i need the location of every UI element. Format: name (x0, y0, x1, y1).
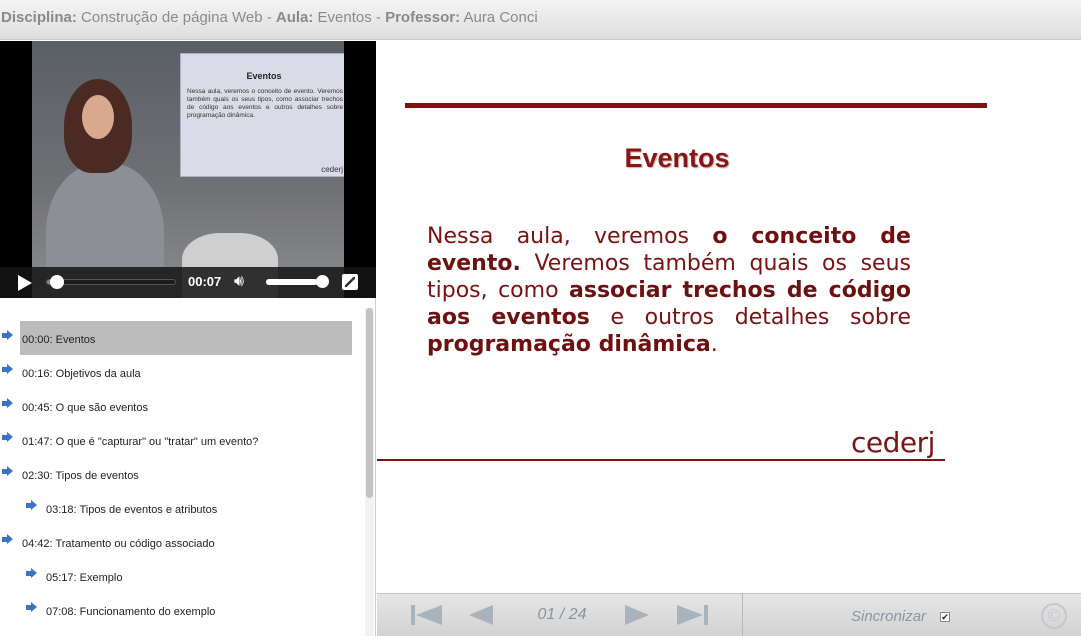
slide-body-bold: associar trechos de código aos eventos (427, 278, 911, 330)
slide-bottom-rule (377, 459, 945, 461)
sync-checkbox[interactable]: ✔ (941, 612, 949, 622)
volume-icon[interactable]: 🔊︎ (234, 273, 245, 290)
page-counter: 01 / 24 (537, 606, 587, 623)
chapter-item[interactable] (0, 321, 352, 355)
chapter-label: 05:17: Exemplo (46, 572, 123, 584)
slide-body-run: Veremos também quais os seus tipos, como (427, 251, 911, 303)
chapter-label: 03:18: Tipos de eventos e atributos (46, 504, 218, 516)
slide-body-text (427, 223, 911, 358)
chapter-item[interactable] (24, 491, 352, 525)
current-time: 00:07 (188, 274, 222, 289)
professor-label: Professor: (385, 9, 461, 26)
slide-body-bold: programação dinâmica (427, 332, 711, 357)
volume-handle[interactable] (316, 275, 329, 288)
fullscreen-icon[interactable] (342, 274, 358, 290)
last-slide-button[interactable] (677, 605, 709, 625)
slide-title-text: Eventos (624, 143, 730, 173)
cederj-logo: cederj (851, 426, 935, 459)
disciplina-value: Construção de página Web - (81, 9, 272, 26)
chapter-item[interactable] (0, 423, 352, 457)
aula-value: Eventos - (317, 9, 381, 26)
video-player[interactable] (0, 41, 376, 298)
lesson-header (0, 0, 1081, 40)
slide-title (377, 143, 977, 174)
chapter-item[interactable] (24, 593, 352, 627)
chapter-scrollbar[interactable] (365, 308, 374, 636)
slide-top-rule (405, 103, 987, 108)
projected-slide-logo: cederj (321, 165, 343, 174)
chapter-label: 00:00: Eventos (20, 321, 352, 355)
next-slide-button[interactable] (621, 605, 653, 625)
chapter-item[interactable] (0, 525, 352, 559)
volume-fill (266, 279, 317, 285)
chapter-label: 02:30: Tipos de eventos (22, 470, 139, 482)
aula-label: Aula: (275, 9, 314, 26)
disciplina-label: Disciplina: (1, 9, 77, 26)
slide-body-bold: o conceito de evento. (427, 224, 911, 276)
chapter-label: 00:45: O que são eventos (22, 402, 148, 414)
chapter-label: 01:47: O que é "capturar" ou "tratar" um evento? (22, 436, 259, 448)
seek-handle[interactable] (50, 275, 64, 289)
chapter-label: 00:16: Objetivos da aula (22, 368, 141, 380)
chapter-item[interactable] (0, 457, 352, 491)
chapter-item[interactable] (0, 355, 352, 389)
slide-panel (377, 41, 1081, 593)
copyright-icon[interactable]: © (1041, 603, 1067, 629)
slide-body-run: Nessa aula, veremos (427, 224, 713, 249)
professor-value: Aura Conci (463, 9, 538, 26)
slide-body-run: e outros detalhes sobre (589, 305, 911, 330)
projected-slide-text: Nessa aula, veremos o conceito de evento. Veremos também quais os seus tipos, como associar trechos de código aos eventos e outros detalhes sobre programação dinâmica. (187, 88, 343, 119)
chapter-list (0, 298, 376, 636)
video-controls (0, 267, 376, 298)
chapter-label: 04:42: Tratamento ou código associado (22, 538, 215, 550)
projected-slide (180, 53, 344, 177)
navbar-divider (742, 594, 743, 636)
scrollbar-thumb[interactable] (366, 308, 373, 498)
sync-label: Sincronizar (851, 608, 927, 625)
chapter-label: 07:08: Funcionamento do exemplo (46, 606, 216, 618)
seek-bar[interactable] (46, 279, 176, 285)
first-slide-button[interactable] (411, 605, 443, 625)
chapter-item[interactable] (24, 559, 352, 593)
chapter-item[interactable] (0, 389, 352, 423)
previous-slide-button[interactable] (467, 605, 499, 625)
slide-navigation-bar (377, 593, 1081, 636)
video-frame (32, 41, 344, 298)
projected-slide-title: Eventos (246, 71, 282, 81)
presenter-face (82, 95, 114, 139)
play-button[interactable] (18, 275, 32, 291)
slide-body-run: . (710, 332, 718, 357)
